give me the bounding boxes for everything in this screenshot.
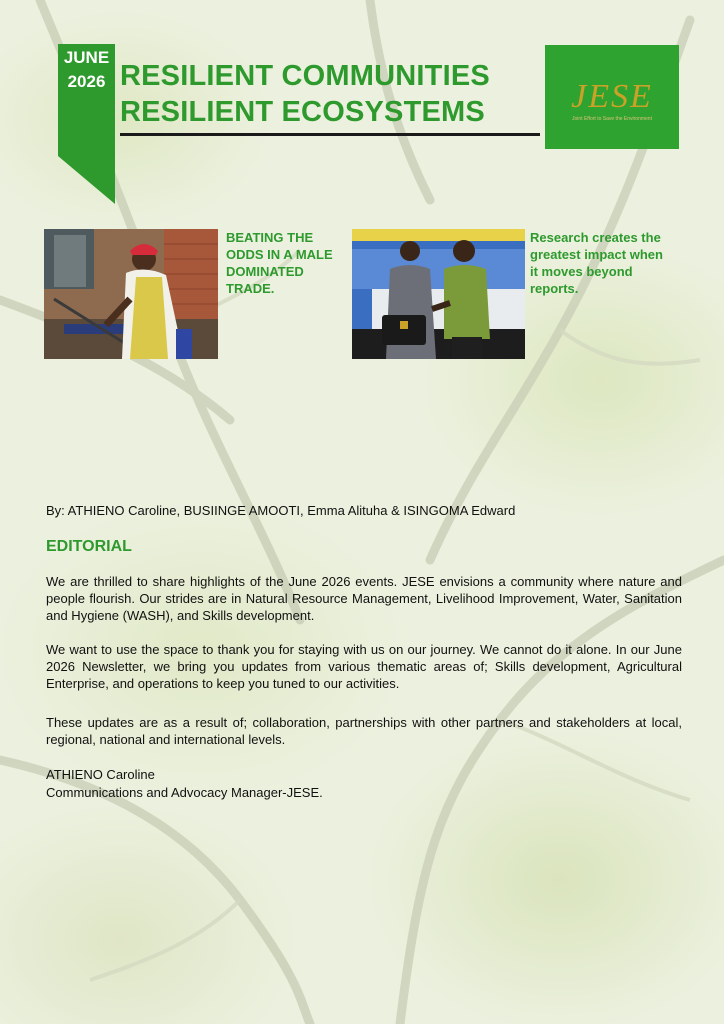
- story-2-headline: [530, 229, 690, 297]
- issue-month: JUNE: [63, 48, 110, 67]
- title-line-1: RESILIENT COMMUNITIES: [120, 60, 490, 92]
- logo-wordmark: JESE: [571, 78, 653, 115]
- logo-tagline: Joint Effort to Save the Environment: [572, 116, 652, 122]
- story-1-headline-line: DOMINATED: [226, 264, 304, 279]
- newsletter-title: [120, 58, 540, 130]
- title-line-2: RESILIENT ECOSYSTEMS: [120, 96, 485, 128]
- jese-logo: [545, 45, 679, 149]
- byline: By: ATHIENO Caroline, BUSIINGE AMOOTI, Emma Alituha & ISINGOMA Edward: [46, 503, 516, 518]
- signature-name: ATHIENO Caroline: [46, 767, 155, 782]
- story-1-headline-line: BEATING THE: [226, 230, 314, 245]
- story-1-headline: [226, 229, 351, 297]
- editorial-paragraph-3: These updates are as a result of; collaboration, partnerships with other partners and stakeholders at local, regional, national and international levels.: [46, 715, 682, 747]
- story-1-headline-line: ODDS IN A MALE: [226, 247, 333, 262]
- issue-date: [58, 46, 115, 94]
- signature-title: Communications and Advocacy Manager-JESE.: [46, 785, 323, 800]
- story-1-headline-line: TRADE.: [226, 281, 275, 296]
- editorial-paragraph-1: We are thrilled to share highlights of the June 2026 events. JESE envisions a community where nature and people flourish. Our strides are in Natural Resource Management, Livelihood Improvement, Water, Sanitation and Hygiene (WASH), and Skills development.: [46, 574, 682, 623]
- title-underline: [120, 133, 540, 136]
- welder-photo: [44, 229, 218, 359]
- editorial-heading: EDITORIAL: [46, 538, 132, 555]
- story-2-headline-line: greatest impact when: [530, 247, 663, 262]
- story-2-headline-line: Research creates the: [530, 230, 661, 245]
- award-photo: [352, 229, 525, 359]
- story-2-headline-line: reports.: [530, 281, 579, 296]
- issue-year: 2026: [67, 72, 106, 91]
- story-2-headline-line: it moves beyond: [530, 264, 633, 279]
- editorial-paragraph-2: We want to use the space to thank you for staying with us on our journey. We cannot do it alone. In our June 2026 Newsletter, we bring you updates from various thematic areas of; Skills development, Agricultural Enterprise, and operations to keep you tuned to our activities.: [46, 642, 682, 691]
